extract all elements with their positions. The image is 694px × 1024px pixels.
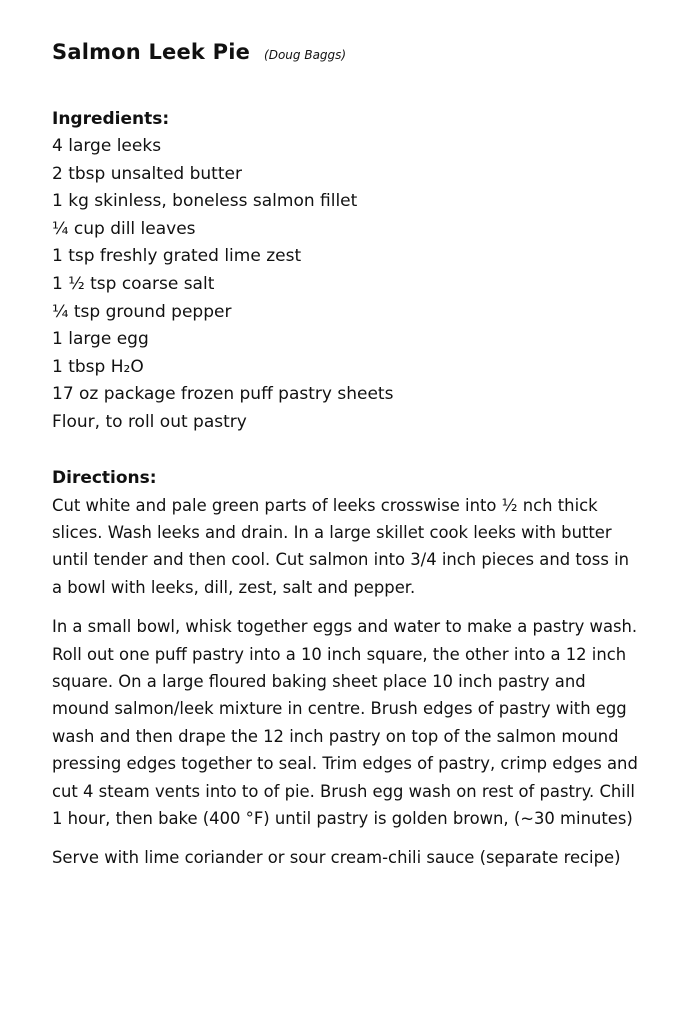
ingredient-item: ¼ tsp ground pepper [52,301,232,322]
recipe-author: (Doug Baggs) [264,48,347,62]
ingredient-item: ¼ cup dill leaves [52,218,196,239]
ingredient-item: 1 large egg [52,329,149,350]
recipe-page [52,40,652,884]
ingredient-item: 1 ½ tsp coarse salt [52,273,215,294]
title-row [52,40,652,76]
ingredient-item: 2 tbsp unsalted butter [52,163,242,184]
direction-paragraph: In a small bowl, whisk together eggs and water to make a pastry wash. Roll out one puff pastry into a 10 inch square, the other into a 12 inch square. On a large floured baking sheet place 10 inch pastry and mound salmon/leek mixture in centre. Brush edges of pastry with egg wash and then drape the 12 inch pastry on top of the salmon mound pressing edges together to seal. Trim edges of pastry, crimp edges and cut 4 steam vents into to of pie. Brush egg wash on rest of pastry. Chill 1 hour, then bake (400 °F) until pastry is golden brown, (~30 minutes) [52,617,638,828]
ingredients-list [52,133,652,437]
ingredient-item: 4 large leeks [52,136,162,156]
ingredient-item: 1 tsp freshly grated lime zest [52,246,302,267]
ingredient-item: 1 tbsp H₂O [52,356,144,377]
recipe-title: Salmon Leek Pie [52,40,251,64]
direction-paragraph: Cut white and pale green parts of leeks crosswise into ½ nch thick slices. Wash leeks and drain. In a large skillet cook leeks with butter until tender and then cool. Cut salmon into 3/4 inch pieces and toss in a bowl with leeks, dill, zest, salt and pepper. [52,495,630,597]
ingredient-item: Flour, to roll out pastry [52,411,247,432]
directions-heading: Directions: [52,467,157,488]
ingredient-item: 17 oz package frozen puff pastry sheets [52,384,394,405]
ingredients-heading: Ingredients: [52,109,170,129]
direction-paragraph: Serve with lime coriander or sour cream-chili sauce (separate recipe) [52,848,621,868]
ingredient-item: 1 kg skinless, boneless salmon fillet [52,191,358,212]
